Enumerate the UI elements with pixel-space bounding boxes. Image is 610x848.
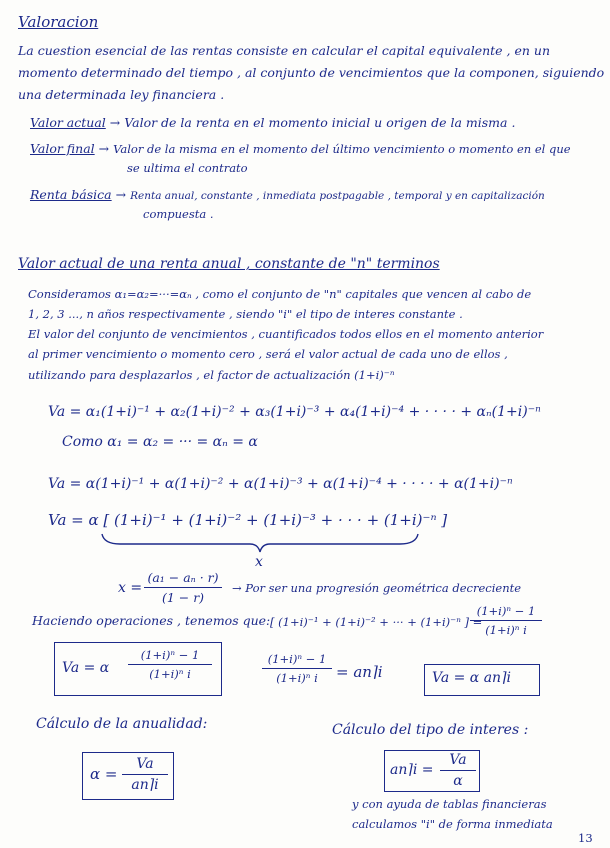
box1-numerator: (1+i)ⁿ − 1 bbox=[140, 648, 200, 662]
def-renta-basica bbox=[30, 188, 545, 202]
equation-como: Como α₁ = α₂ = ··· = αₙ = α bbox=[62, 434, 258, 450]
def-term-valor-final: Valor final bbox=[30, 141, 95, 156]
box1-fraction bbox=[128, 648, 212, 681]
fraction-bar bbox=[262, 668, 332, 669]
x-denominator: (1 − r) bbox=[161, 590, 205, 605]
x-note: → Por ser una progresión geométrica decreciente bbox=[232, 581, 522, 595]
box4-fraction bbox=[440, 752, 476, 789]
def-valor-actual bbox=[30, 116, 515, 130]
fraction-bar bbox=[128, 664, 212, 665]
def-text-valor-actual: Valor de la renta en el momento inicial u origen de la misma . bbox=[124, 115, 516, 130]
intro-line-2: momento determinado del tiempo , al conjunto de vencimientos que la componen, siguiendo bbox=[18, 65, 605, 80]
def-term-renta-basica: Renta básica bbox=[30, 187, 112, 202]
para2-line-2: 1, 2, 3 ..., n años respectivamente , siendo "i" el tipo de interes constante . bbox=[28, 307, 463, 321]
underbrace-icon bbox=[100, 532, 420, 554]
mid-rhs: = an⌉i bbox=[336, 663, 383, 681]
mid-fraction bbox=[262, 652, 332, 685]
fraction-bar bbox=[440, 770, 476, 771]
box3-lhs: α = bbox=[90, 765, 118, 783]
tablas-line-2: calculamos "i" de forma inmediata bbox=[352, 817, 553, 831]
fraction-bar bbox=[144, 587, 222, 588]
para2-line-4: al primer vencimiento o momento cero , será el valor actual de cada uno de ellos , bbox=[28, 347, 508, 361]
arrow-icon: → bbox=[109, 115, 121, 130]
box3-fraction bbox=[122, 756, 168, 793]
sum-fraction bbox=[470, 604, 542, 637]
box4-lhs: an⌉i = bbox=[390, 762, 434, 778]
def-text-renta-basica-1: Renta anual, constante , inmediata postpagable , temporal y en capitalización bbox=[130, 190, 545, 202]
mid-denominator: (1+i)ⁿ i bbox=[276, 671, 318, 685]
heading-valor-actual-renta: Valor actual de una renta anual , constante de "n" terminos bbox=[18, 256, 440, 272]
box2-text: Va = α an⌉i bbox=[432, 670, 512, 686]
def-text-valor-final-1: Valor de la misma en el momento del último vencimiento o momento en el que bbox=[113, 142, 571, 156]
intro-line-1: La cuestion esencial de las rentas consiste en calcular el capital equivalente , en un bbox=[18, 43, 551, 58]
intro-line-3: una determinada ley financiera . bbox=[18, 87, 225, 102]
x-numerator: (a₁ − aₙ · r) bbox=[147, 570, 219, 585]
calc-anualidad-heading: Cálculo de la anualidad: bbox=[36, 716, 208, 732]
para2-line-1: Consideramos α₁=α₂=···=αₙ , como el conjunto de "n" capitales que vencen al cabo de bbox=[28, 287, 532, 301]
heading-valoracion: Valoracion bbox=[18, 13, 99, 31]
para2-line-5: utilizando para desplazarlos , el factor de actualización (1+i)⁻ⁿ bbox=[28, 368, 395, 382]
x-fraction bbox=[144, 570, 222, 605]
def-valor-final bbox=[30, 142, 571, 156]
mid-numerator: (1+i)ⁿ − 1 bbox=[267, 652, 327, 666]
fraction-bar bbox=[470, 620, 542, 621]
box1-denominator: (1+i)ⁿ i bbox=[149, 667, 191, 681]
equation-va-sum: Va = α₁(1+i)⁻¹ + α₂(1+i)⁻² + α₃(1+i)⁻³ + α₄(1+i)⁻⁴ + · · · · + αₙ(1+i)⁻ⁿ bbox=[48, 404, 541, 420]
fraction-bar bbox=[122, 774, 168, 775]
def-text-valor-final-2: se ultima el contrato bbox=[127, 161, 248, 175]
x-lhs: x = bbox=[118, 580, 143, 596]
arrow-icon: → bbox=[115, 187, 127, 202]
arrow-icon: → bbox=[98, 141, 110, 156]
sum-numerator: (1+i)ⁿ − 1 bbox=[476, 604, 536, 618]
sum-denominator: (1+i)ⁿ i bbox=[485, 623, 527, 637]
box3-denominator: an⌉i bbox=[131, 777, 159, 793]
def-term-valor-actual: Valor actual bbox=[30, 115, 106, 130]
tablas-line-1: y con ayuda de tablas financieras bbox=[352, 797, 547, 811]
equation-va-factor: Va = α [ (1+i)⁻¹ + (1+i)⁻² + (1+i)⁻³ + · · · + (1+i)⁻ⁿ ] bbox=[48, 511, 448, 529]
equation-va-constant: Va = α(1+i)⁻¹ + α(1+i)⁻² + α(1+i)⁻³ + α(1+i)⁻⁴ + · · · · + α(1+i)⁻ⁿ bbox=[48, 476, 513, 492]
underbrace-label: x bbox=[255, 554, 263, 570]
sum-expression: [ (1+i)⁻¹ + (1+i)⁻² + ··· + (1+i)⁻ⁿ ] = bbox=[270, 615, 483, 629]
box4-numerator: Va bbox=[449, 752, 467, 768]
box3-numerator: Va bbox=[136, 756, 154, 772]
haciendo-operaciones: Haciendo operaciones , tenemos que: bbox=[32, 613, 271, 628]
page-number: 13 bbox=[578, 831, 593, 845]
para2-line-3: El valor del conjunto de vencimientos , cuantificados todos ellos en el momento anterior bbox=[28, 327, 544, 341]
calc-tipo-heading: Cálculo del tipo de interes : bbox=[332, 722, 529, 738]
box4-denominator: α bbox=[453, 773, 463, 789]
def-text-renta-basica-2: compuesta . bbox=[143, 207, 214, 221]
box1-lhs: Va = α bbox=[62, 660, 110, 676]
